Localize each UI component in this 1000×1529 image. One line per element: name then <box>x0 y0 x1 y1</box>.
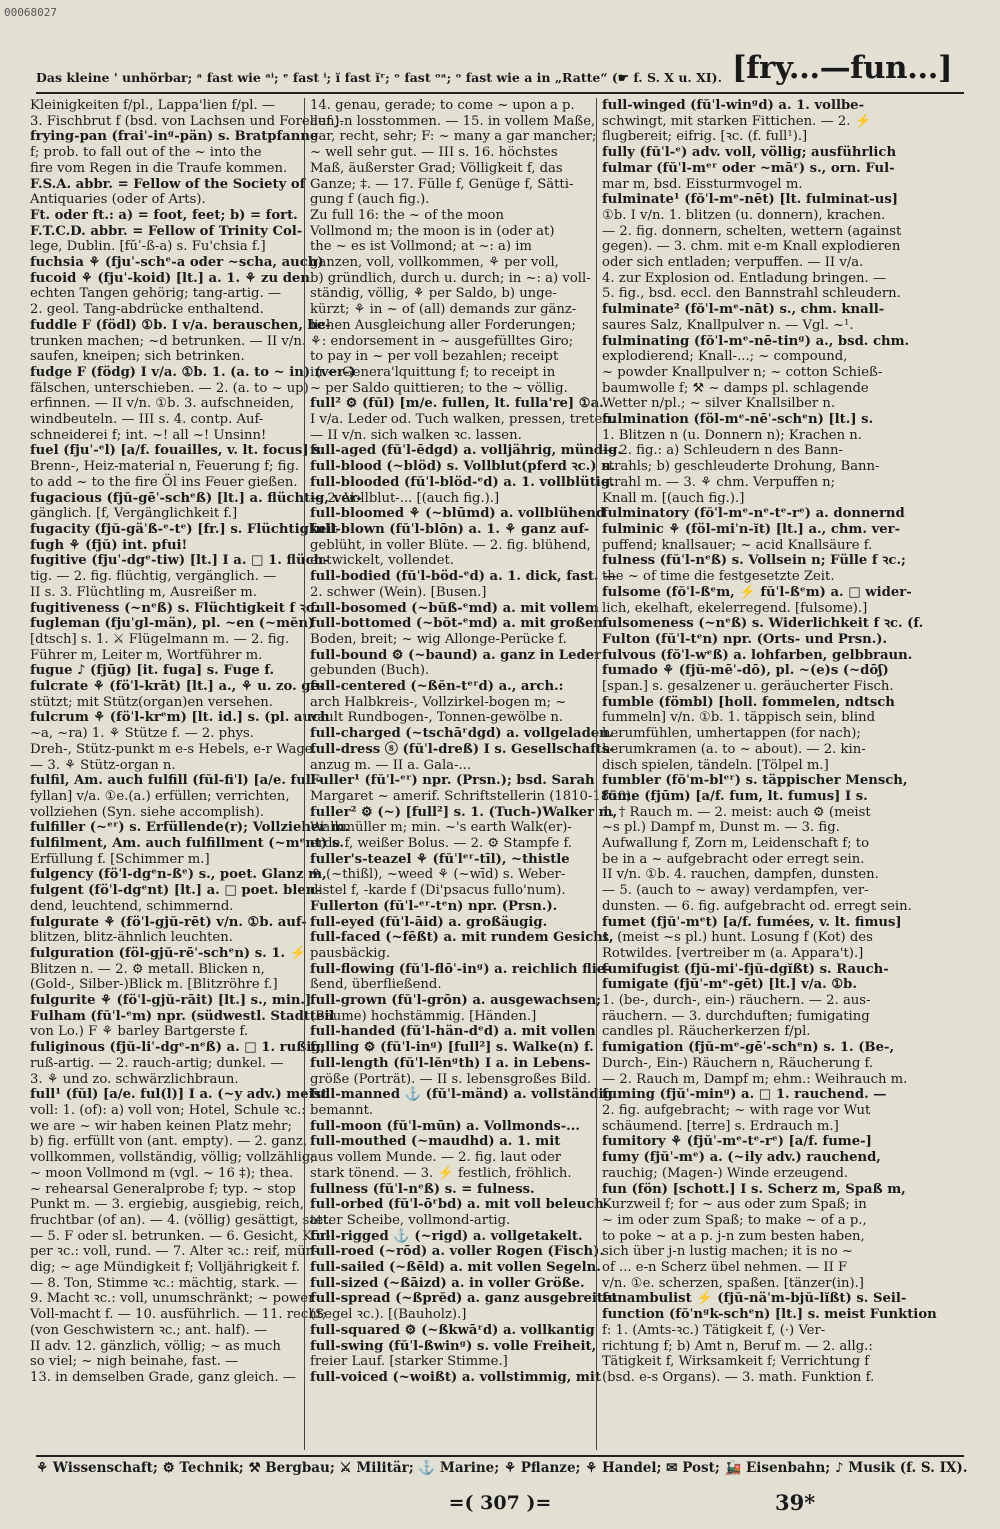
entry-headword-line: fulfiller (~ᵉʳ) s. Erfüllende(r); Vollzieher m. <box>30 820 350 836</box>
entry-text-line: 4. zur Explosion od. Entladung bringen. — <box>602 270 887 286</box>
signature-mark: 39* <box>775 1490 816 1515</box>
entry-headword-line: fulfil, Am. auch fulfill (fŭl-fiˈl) [a/e. full- <box>30 773 322 789</box>
entry-headword-line: fulvous (fŏˈl-wᵉß) a. lohfarben, gelbbraun. <box>602 647 913 663</box>
entry-headword-line: full-swing (fŭˈl-ßwinᵍ) s. volle Freiheit, <box>310 1338 597 1354</box>
entry-headword-line: fulgurite ⚘ (föˈl-gjŭ-rāit) [lt.] s., min.] <box>30 993 312 1009</box>
entry-text-line: saufen, kneipen; sich betrinken. <box>30 349 245 365</box>
entry-headword-line: Fulham (fŭˈl-ᵉm) npr. (südwestl. Stadtteil <box>30 1008 335 1024</box>
entry-text-line: Boden, breit; ~ wig Allonge-Perücke f. <box>310 631 567 647</box>
entry-text-line: gänglich. [f, Vergänglichkeit f.] <box>30 506 238 522</box>
entry-headword-line: full-bottomed (~bŏt-ᵉmd) a. mit großem <box>310 616 608 632</box>
entry-text-line: (von Geschwistern ꝛc.; ant. half). — <box>30 1322 268 1338</box>
pronunciation-key: Das kleine ' unhörbar; ᵃ fast wie ᵃⁱ; ᵉ fast ⁱ; ĭ fast ĭʳ; ᵒ fast ᵒᵃ; ᵒ fast wie a in „Ratte“ (☛ f. S. X u. XI). <box>36 70 722 85</box>
entry-text-line: Tätigkeit f, Wirksamkeit f; Verrichtung f <box>602 1354 870 1370</box>
entry-headword-line: fugacity (fjŭ-gäˈß-ᵉ-tᵉ) [fr.] s. Flüchtigkeit <box>30 521 338 537</box>
entry-text-line: aus vollem Munde. — 2. fig. laut oder <box>310 1150 562 1166</box>
entry-headword-line: fulgurate ⚘ (föˈl-gjŭ-rēt) v/n. ①b. auf- <box>30 914 307 930</box>
scan-id: 00068027 <box>4 6 57 19</box>
entry-text-line: 3. Fischbrut f (bsd. von Lachsen und Forellen). <box>30 113 344 129</box>
entry-text-line: fummeln] v/n. ①b. 1. täppisch sein, blind <box>602 710 876 726</box>
entry-text-line: strahls; b) geschleuderte Drohung, Bann- <box>602 459 880 475</box>
entry-headword-line: full-spread (~ßprĕd) a. ganz ausgebreitet <box>310 1291 618 1307</box>
entry-text-line: schneiderei f; int. ~! all ~! Unsinn! <box>30 427 267 443</box>
entry-headword-line: fugh ⚘ (fjŭ) int. pfui! <box>30 537 188 553</box>
entry-text-line: in ~ Genera'lquittung f; to receipt in <box>310 364 556 380</box>
entry-headword-line: fulminic ⚘ (föl-miˈn-ĭt) [lt.] a., chm. ver- <box>602 521 901 537</box>
entry-text-line: ruß-artig. — 2. rauch-artig; dunkel. — <box>30 1055 284 1071</box>
entry-text-line: dend, leuchtend, schimmernd. <box>30 898 234 914</box>
entry-text-line: sich über j-n lustig machen; it is no ~ <box>602 1244 853 1260</box>
entry-headword-line: fulsome (fŏˈl-ßᵉm, ⚡ fŭˈl-ßᵉm) a. □ wider- <box>602 584 912 600</box>
entry-text-line: herumkramen (a. to ~ about). — 2. kin- <box>602 741 866 757</box>
entry-text-line: Führer m, Leiter m, Wortführer m. <box>30 647 263 663</box>
entry-headword-line: fun (fön) [schott.] I s. Scherz m, Spaß m, <box>602 1181 906 1197</box>
entry-text-line: 2. fig. aufgebracht; ~ with rage vor Wut <box>602 1103 871 1118</box>
entry-text-line: räuchern. — 3. durchduften; fumigating <box>602 1008 870 1024</box>
entry-text-line: be in a ~ aufgebracht oder erregt sein. <box>602 851 865 867</box>
entry-headword-line: full-voiced (~woißt) a. vollstimmig, mit <box>310 1369 601 1385</box>
entry-text-line: Voll-macht f. — 10. ausführlich. — 11. recht; <box>30 1307 327 1323</box>
entry-headword-line: Fullerton (fŭˈl-ᵉʳ-tᵉn) npr. (Prsn.). <box>310 898 558 914</box>
headword-range: [fry...—fun...] <box>732 50 953 86</box>
entry-text-line: (Gold-, Silber-)Blick m. [Blitzröhre f.] <box>30 977 278 993</box>
entry-headword-line: full-bosomed (~bŭß-ᵉmd) a. mit vollem <box>310 600 599 616</box>
entry-headword-line: Fulton (fŭˈl-tᵉn) npr. (Orts- und Prsn.). <box>602 631 888 647</box>
entry-headword-line: fumet (fjŭˈ-mᵉt) [a/f. fumées, v. lt. fimus] <box>602 914 902 930</box>
entry-headword-line: fulminate² (fŏˈl-mᵉ-nāt) s., chm. knall- <box>602 302 885 318</box>
entry-text-line: entwickelt, vollendet. <box>310 553 455 569</box>
entry-text-line: — 5. F oder sl. betrunken. — 6. Gesicht, Kör- <box>30 1228 331 1244</box>
column-right <box>602 98 937 1450</box>
entry-headword-line: full-bloomed ⚘ (~blūmd) a. vollblühend <box>310 506 606 522</box>
entry-text-line: strahl m. — 3. ⚘ chm. Verpuffen n; <box>602 474 836 490</box>
entry-text-line: so viel; ~ nigh beinahe, fast. — <box>30 1354 239 1370</box>
entry-text-line: ~ per Saldo quittieren; to the ~ völlig. <box>310 380 568 396</box>
entry-headword-line: F.T.C.D. abbr. = Fellow of Trinity Col- <box>30 223 303 239</box>
entry-text-line: Margaret ~ amerif. Schriftstellerin (1810-1850). <box>310 788 636 804</box>
entry-headword-line: fulcrate ⚘ (föˈl-krāt) [lt.] a., ⚘ u. zo. ge- <box>30 679 325 695</box>
entry-text-line: II v/n. ①b. 4. rauchen, dampfen, dunsten. <box>602 867 879 883</box>
entry-text-line: 1. Blitzen n (u. Donnern n); Krachen n. <box>602 427 862 443</box>
entry-headword-line: fume (fjūm) [a/f. fum, lt. fumus] I s. <box>602 788 868 804</box>
entry-text-line: Walkmüller m; min. ~'s earth Walk(er)- <box>310 820 572 836</box>
entry-headword-line: Fuller¹ (fŭˈl-ᵉʳ) npr. (Prsn.); bsd. Sarah <box>310 773 595 789</box>
entry-headword-line: fulfilment, Am. auch fulfillment (~mᵉnt) s. <box>30 836 344 852</box>
entry-text-line: baumwolle f; ⚒ ~ damps pl. schlagende <box>602 380 869 396</box>
entry-headword-line: full-handed (fŭˈl-hän-dᵉd) a. mit vollen <box>310 1024 596 1040</box>
entry-text-line: teter Scheibe, vollmond-artig. <box>310 1212 511 1228</box>
entry-headword-line: fuller² ⚙ (~) [full²] s. 1. (Tuch-)Walker m, <box>310 804 618 820</box>
entry-text-line: II s. 3. Flüchtling m, Ausreißer m. <box>30 584 257 600</box>
entry-text-line: Knall m. [(auch fig.).] <box>602 490 745 506</box>
entry-headword-line: fumifugist (fjŭ-miˈ-fjŭ-dgĭßt) s. Rauch- <box>602 961 889 977</box>
entry-text-line: 13. in demselben Grade, ganz gleich. — <box>30 1369 296 1385</box>
entry-headword-line: fulminating (fŏˈl-mᵉ-nē-tinᵍ) a., bsd. chm. <box>602 333 910 349</box>
entry-text-line: ~ powder Knallpulver n; ~ cotton Schieß- <box>602 364 883 380</box>
entry-text-line: I v/a. Leder od. Tuch walken, pressen, treten. <box>310 412 615 428</box>
entry-headword-line: fumble (fömbl) [holl. fommelen, ndtsch <box>602 694 895 710</box>
entry-headword-line: fuliginous (fjŭ-liˈ-dgᵉ-nᵉß) a. □ 1. rußig, <box>30 1040 326 1056</box>
entry-text-line: [dtsch] s. 1. ⚔ Flügelmann m. — 2. fig. <box>30 631 290 647</box>
entry-headword-line: fuller's-teazel ⚘ (fŭˈlᵉʳ-tīl), ~thistle <box>310 851 570 867</box>
entry-text-line: — 8. Ton, Stimme ꝛc.: mächtig, stark. — <box>30 1275 298 1291</box>
entry-text-line: Aufwallung f, Zorn m, Leidenschaft f; to <box>602 836 870 852</box>
entry-headword-line: full-squared ⚙ (~ßkwāʳd) a. vollkantig <box>310 1322 595 1338</box>
entry-headword-line: full-manned ⚓ (fŭˈl-mänd) a. vollständig <box>310 1087 613 1103</box>
entry-headword-line: fulgency (föˈl-dgᵉn-ßᵉ) s., poet. Glanz m, <box>30 867 327 883</box>
entry-headword-line: fuel (fjuˈ-ᵉl) [a/f. fouailles, v. lt. focus] s. <box>30 443 326 459</box>
entry-text-line: Zu full 16: the ~ of the moon <box>310 207 504 223</box>
entry-text-line: ①b. I v/n. 1. blitzen (u. donnern), krachen. <box>602 207 886 223</box>
entry-headword-line: fulmination (föl-mᵉ-nēˈ-schᵉn) [lt.] s. <box>602 412 874 428</box>
entry-headword-line: function (fŏˈnᵍk-schᵉn) [lt.] s. meist Funktion <box>602 1307 937 1323</box>
entry-headword-line: full-aged (fŭˈl-ēdgd) a. volljährig, mündig. <box>310 443 622 459</box>
entry-headword-line: full-sailed (~ßēld) a. mit vollen Segeln. <box>310 1260 601 1276</box>
entry-text-line: windbeuteln. — III s. 4. contp. Auf- <box>30 412 264 428</box>
entry-text-line: tig. — 2. fig. flüchtig, vergänglich. — <box>30 569 277 585</box>
entry-text-line: oder sich entladen; verpuffen. — II v/a. <box>602 255 864 271</box>
entry-text-line: ~ moon Vollmond m (vgl. ~ 16 ‡); thea. <box>30 1165 294 1181</box>
entry-text-line: arch Halbkreis-, Vollzirkel-bogen m; ~ <box>310 694 567 710</box>
entry-text-line: Rotwildes. [vertreiber m (a. Appara't).] <box>602 945 864 961</box>
entry-text-line: 3. ⚘ und zo. schwärzlichbraun. <box>30 1071 239 1087</box>
entry-text-line: — 3. ⚘ Stütz-organ n. <box>30 757 176 773</box>
entry-text-line: disch spielen, tändeln. [Tölpel m.] <box>602 757 829 773</box>
entry-text-line: herumfühlen, umhertappen (for nach); <box>602 726 861 742</box>
entry-headword-line: fumado ⚘ (fjŭ-mēˈ-dō), pl. ~(e)s (~dōʃ) <box>602 663 889 679</box>
entry-headword-line: fully (fŭˈl-ᵉ) adv. voll, völlig; ausführlich <box>602 145 897 161</box>
entry-text-line: ganzen, voll, vollkommen, ⚘ per voll, <box>310 255 559 271</box>
entry-text-line: ßend, überfließend. <box>310 977 442 993</box>
entry-text-line: Kurzweil f; for ~ aus oder zum Spaß; in <box>602 1197 867 1213</box>
entry-text-line: — 5. (auch to ~ away) verdampfen, ver- <box>602 883 869 899</box>
entry-text-line: Kleinigkeiten f/pl., Lappa'lien f/pl. — <box>30 98 276 113</box>
entry-text-line: trunken machen; ~d betrunken. — II v/n. <box>30 333 307 349</box>
entry-text-line: 14. genau, gerade; to come ~ upon a p. <box>310 98 575 113</box>
entry-text-line: the ~ of time die festgesetzte Zeit. <box>602 569 835 585</box>
entry-headword-line: full-length (fŭˈl-lĕnᵍth) I a. in Lebens- <box>310 1055 591 1071</box>
entry-text-line: ~s pl.) Dampf m, Dunst m. — 3. fig. <box>602 820 840 836</box>
column-divider <box>596 98 597 1450</box>
entry-text-line: Punkt m. — 3. ergiebig, ausgiebig, reich, <box>30 1197 304 1213</box>
entry-headword-line: fugitiveness (~nᵉß) s. Flüchtigkeit f ꝛc. <box>30 600 319 616</box>
entry-text-line: vault Rundbogen-, Tonnen-gewölbe n. <box>310 710 564 726</box>
entry-text-line: Antiquaries (oder of Arts). <box>30 192 206 208</box>
entry-text-line: f: 1. (Amts-ꝛc.) Tätigkeit f, (·) Ver- <box>602 1322 826 1338</box>
entry-text-line: to pay in ~ per voll bezahlen; receipt <box>310 349 559 365</box>
entry-headword-line: full-orbed (fŭˈl-ōʳbd) a. mit voll beleuch- <box>310 1197 610 1213</box>
entry-text-line: 1. † Rauch m. — 2. meist: auch ⚙ (meist <box>602 804 871 820</box>
entry-headword-line: fulminatory (fŏˈl-mᵉ-nᵉ-tᵉ-rᵉ) a. donnernd <box>602 506 905 522</box>
entry-text-line: we are ~ wir haben keinen Platz mehr; <box>30 1118 292 1134</box>
entry-headword-line: full-flowing (fŭˈl-flōˈ-inᵍ) a. reichlich flie- <box>310 961 611 977</box>
entry-text-line: blitzen, blitz-ähnlich leuchten. <box>30 930 233 946</box>
entry-headword-line: fugacious (fjŭ-gēˈ-schᵉß) [lt.] a. flüchtig, ver- <box>30 490 363 506</box>
entry-text-line: geblüht, in voller Blüte. — 2. fig. blühend, <box>310 537 591 553</box>
entry-headword-line: fugitive (fjuˈ-dgᵉ-tiw) [lt.] I a. □ 1. flüch- <box>30 553 329 569</box>
entry-text-line: Vollmond m; the moon is in (oder at) <box>310 223 555 239</box>
entry-text-line: gar, recht, sehr; F: ~ many a gar mancher; <box>310 129 597 145</box>
entry-text-line: — 2. fig.: a) Schleudern n des Bann- <box>602 443 843 459</box>
entry-text-line: explodierend; Knall-...; ~ compound, <box>602 349 848 365</box>
entry-headword-line: fulness (fŭˈl-nᵉß) s. Vollsein n; Fülle f ꝛc.; <box>602 553 906 569</box>
column-middle <box>310 98 636 1450</box>
entry-text-line: [span.] s. gesalzener u. geräucherter Fisch. <box>602 679 894 695</box>
entry-text-line: (Bäume) hochstämmig. [Händen.] <box>310 1008 537 1024</box>
entry-text-line: freier Lauf. [starker Stimme.] <box>310 1354 508 1370</box>
entry-text-line: 1. (be-, durch-, ein-) räuchern. — 2. aus- <box>602 993 871 1009</box>
entry-text-line: II adv. 12. gänzlich, völlig; ~ as much <box>30 1338 281 1354</box>
entry-text-line: Dreh-, Stütz-punkt m e-s Hebels, e-r Wage. <box>30 741 317 757</box>
entry-text-line: ~ rehearsal Generalprobe f; typ. ~ stop <box>30 1181 296 1197</box>
entry-text-line: — II v/n. sich walken ꝛc. lassen. <box>310 427 522 443</box>
entry-headword-line: full-grown (fŭˈl-grōn) a. ausgewachsen; <box>310 993 602 1009</box>
footer-rule <box>36 1455 964 1457</box>
entry-text-line: mar m, bsd. Eissturmvogel m. <box>602 176 803 192</box>
entry-headword-line: full-dress ⓢ (fŭˈl-dreß) I s. Gesellschafts- <box>310 741 615 757</box>
entry-text-line: — 2. Vollblut-... [(auch fig.).] <box>310 490 500 506</box>
entry-headword-line: full¹ (fŭl) [a/e. ful(l)] I a. (~y adv.) meist <box>30 1087 328 1103</box>
entry-headword-line: fucoid ⚘ (fjuˈ-koid) [lt.] a. 1. ⚘ zu den <box>30 270 310 286</box>
entry-text-line: v/n. ①e. scherzen, spaßen. [tänzer(in).] <box>602 1275 864 1291</box>
entry-text-line: distel f, -karde f (Di'psacus fullo'num). <box>310 883 566 899</box>
entry-text-line: bemannt. <box>310 1103 374 1118</box>
entry-text-line: puffend; knallsauer; ~ acid Knallsäure f. <box>602 537 873 553</box>
header-rule <box>36 92 964 94</box>
entry-headword-line: full-eyed (fŭˈl-āid) a. großäugig. <box>310 914 548 930</box>
entry-text-line: ~ well sehr gut. — III s. 16. höchstes <box>310 145 558 161</box>
entry-headword-line: fumigation (fjŭ-mᵉ-gēˈ-schᵉn) s. 1. (Be-, <box>602 1040 895 1056</box>
entry-text-line: Blitzen n. — 2. ⚙ metall. Blicken n, <box>30 961 265 977</box>
entry-text-line: stark tönend. — 3. ⚡ festlich, fröhlich. <box>310 1165 572 1181</box>
entry-text-line: gebunden (Buch). <box>310 663 430 679</box>
entry-text-line: — 2. Rauch m, Dampf m; ehm.: Weihrauch m. <box>602 1071 908 1087</box>
entry-headword-line: full-blood (~blöd) s. Vollblut(pferd ꝛc.) n. <box>310 459 616 475</box>
entry-headword-line: fugleman (fjuˈgl-män), pl. ~en (~mĕn) <box>30 616 315 632</box>
entry-text-line: ~a, ~ra) 1. ⚘ Stütze f. — 2. phys. <box>30 726 255 742</box>
entry-headword-line: Ft. oder ft.: a) = foot, feet; b) = fort. <box>30 207 298 223</box>
entry-text-line: of ... e-n Scherz übel nehmen. — II F <box>602 1260 848 1276</box>
entry-text-line: Maß, äußerster Grad; Völligkeit f, das <box>310 160 563 176</box>
entry-text-line: f; prob. to fall out of the ~ into the <box>30 145 262 161</box>
entry-headword-line: fumitory ⚘ (fjŭˈ-mᵉ-tᵉ-rᵉ) [a/f. fume-] <box>602 1134 872 1150</box>
entry-headword-line: full-rigged ⚓ (~rigd) a. vollgetakelt. <box>310 1228 583 1244</box>
entry-text-line: richtung f; b) Amt n, Beruf m. — 2. allg.: <box>602 1338 873 1354</box>
entry-headword-line: fulgent (föˈl-dgᵉnt) [lt.] a. □ poet. blen- <box>30 883 321 899</box>
entry-text-line: lichen Ausgleichung aller Forderungen; <box>310 317 576 333</box>
entry-headword-line: full-roed (~rōd) a. voller Rogen (Fisch). <box>310 1244 604 1260</box>
entry-headword-line: full-winged (fŭˈl-winᵍd) a. 1. vollbe- <box>602 98 865 113</box>
entry-headword-line: fulsomeness (~nᵉß) s. Widerlichkeit f ꝛc. (f. <box>602 616 924 632</box>
entry-headword-line: full-mouthed (~maudhd) a. 1. mit <box>310 1134 561 1150</box>
entry-headword-line: fulcrum ⚘ (föˈl-krᵉm) [lt. id.] s. (pl. auch <box>30 710 330 726</box>
entry-text-line: Ganze; ‡. — 17. Fülle f, Genüge f, Sätti- <box>310 176 574 192</box>
entry-text-line: dunsten. — 6. fig. aufgebracht od. erregt sein. <box>602 898 912 914</box>
entry-text-line: (Segel ꝛc.). [(Bauholz).] <box>310 1307 467 1323</box>
entry-headword-line: frying-pan (fraiˈ-inᵍ-pän) s. Bratpfanne <box>30 129 319 145</box>
entry-text-line: lege, Dublin. [fŭˈ-ß-a) s. Fu'chsia f.] <box>30 239 266 255</box>
entry-headword-line: fumigate (fjŭˈ-mᵉ-gēt) [lt.] v/a. ①b. <box>602 977 857 993</box>
entry-text-line: fyllan] v/a. ①e.(a.) erfüllen; verrichten, <box>30 788 290 804</box>
entry-text-line: lich, ekelhaft, ekelerregend. [fulsome).] <box>602 600 868 616</box>
entry-text-line: 2. geol. Tang-abdrücke enthaltend. <box>30 302 264 318</box>
entry-text-line: — 2. fig. donnern, schelten, wettern (against <box>602 223 902 239</box>
entry-text-line: Wetter n/pl.; ~ silver Knallsilber n. <box>602 396 836 412</box>
entry-text-line: von Lo.) F ⚘ barley Bartgerste f. <box>30 1024 249 1040</box>
entry-text-line: vollziehen (Syn. siehe accomplish). <box>30 804 265 820</box>
entry-headword-line: full² ⚙ (fŭl) [m/e. fullen, lt. fulla're] ①a. <box>310 396 604 412</box>
entry-headword-line: fullness (fŭˈl-nᵉß) s. = fulness. <box>310 1181 535 1197</box>
symbol-legend: ⚘ Wissenschaft; ⚙ Technik; ⚒ Bergbau; ⚔ Militär; ⚓ Marine; ⚘ Pflanze; ⚘ Handel; ✉ Post; 🚂 Eisenbahn; ♪ Musik (f. S. IX). <box>36 1460 968 1476</box>
entry-text-line: auf j-n losstommen. — 15. in vollem Maße, <box>310 113 596 129</box>
entry-text-line: ⚘ (~thißl), ~weed ⚘ (~wīd) s. Weber- <box>310 867 566 883</box>
entry-text-line: stützt; mit Stütz(organ)en versehen. <box>30 694 273 710</box>
entry-text-line: schwingt, mit starken Fittichen. — 2. ⚡ <box>602 113 872 129</box>
entry-text-line: fälschen, unterschieben. — 2. (a. to ~ up) <box>30 380 309 396</box>
entry-text-line: schäumend. [terre] s. Erdrauch m.] <box>602 1118 839 1134</box>
entry-text-line: to add ~ to the fire Öl ins Feuer gießen. <box>30 474 298 490</box>
entry-text-line: echten Tangen gehörig; tang-artig. — <box>30 286 282 302</box>
entry-text-line: ⚘: endorsement in ~ ausgefülltes Giro; <box>310 333 574 349</box>
entry-headword-line: fudge F (födg) I v/a. ①b. 1. (a. to ~ in) (ver-) <box>30 364 356 380</box>
entry-text-line: flugbereit; eifrig. [ꝛc. (f. full¹).] <box>602 129 808 145</box>
entry-headword-line: fuming (fjŭˈ-minᵍ) a. □ 1. rauchend. — <box>602 1087 887 1103</box>
entry-text-line: pausbäckig. <box>310 945 391 961</box>
entry-headword-line: fulling ⚙ (fŭˈl-inᵍ) [full²] s. Walke(n) f. <box>310 1040 594 1056</box>
entry-text-line: kürzt; ⚘ in ~ of (all) demands zur gänz- <box>310 302 577 318</box>
entry-headword-line: full-bodied (fŭˈl-böd-ᵉd) a. 1. dick, fast. — <box>310 569 617 585</box>
entry-text-line: 2. schwer (Wein). [Busen.] <box>310 584 487 600</box>
entry-headword-line: full-blooded (fŭˈl-blöd-ᵉd) a. 1. vollblütig. <box>310 474 615 490</box>
entry-text-line: gegen). — 3. chm. mit e-m Knall explodieren <box>602 239 901 255</box>
entry-text-line: erfinnen. — II v/n. ①b. 3. aufschneiden, <box>30 396 295 412</box>
entry-headword-line: fuddle F (födl) ①b. I v/a. berauschen, be- <box>30 317 331 333</box>
entry-text-line: b) fig. erfüllt von (ant. empty). — 2. ganz, <box>30 1134 308 1150</box>
entry-headword-line: fugue ♪ (fjūg) [it. fuga] s. Fuge f. <box>30 663 275 679</box>
entry-text-line: candles pl. Räucherkerzen f/pl. <box>602 1024 811 1040</box>
entry-headword-line: fumy (fjŭˈ-mᵉ) a. (~ily adv.) rauchend, <box>602 1150 881 1166</box>
entry-text-line: fire vom Regen in die Traufe kommen. <box>30 160 288 176</box>
entry-text-line: fruchtbar (of an). — 4. (völlig) gesättigt, satt. <box>30 1212 333 1228</box>
entry-text-line: per ꝛc.: voll, rund. — 7. Alter ꝛc.: reif, mün- <box>30 1244 319 1260</box>
entry-headword-line: full-sized (~ßāizd) a. in voller Größe. <box>310 1275 585 1291</box>
page-number: =( 307 )= <box>448 1492 552 1514</box>
entry-text-line: gung f (auch fig.). <box>310 192 430 208</box>
entry-text-line: rauchig; (Magen-) Winde erzeugend. <box>602 1165 849 1181</box>
entry-text-line: the ~ es ist Vollmond; at ~: a) im <box>310 239 532 255</box>
entry-headword-line: fulguration (föl-gjŭ-rēˈ-schᵉn) s. 1. ⚡ <box>30 945 307 961</box>
entry-text-line: s. (meist ~s pl.) hunt. Losung f (Kot) des <box>602 930 873 946</box>
entry-headword-line: fuchsia ⚘ (fjuˈ-schᵉ-a oder ~scha, auch) <box>30 255 324 271</box>
entry-headword-line: full-blown (fŭˈl-blōn) a. 1. ⚘ ganz auf- <box>310 521 590 537</box>
entry-headword-line: full-charged (~tschāʳdgd) a. vollgeladen. <box>310 726 614 742</box>
entry-headword-line: full-moon (fŭˈl-mūn) a. Vollmonds-... <box>310 1118 580 1134</box>
entry-text-line: Brenn-, Heiz-material n, Feuerung f; fig. <box>30 459 300 475</box>
entry-text-line: to poke ~ at a p. j-n zum besten haben, <box>602 1228 865 1244</box>
entry-text-line: erde f, weißer Bolus. — 2. ⚙ Stampfe f. <box>310 836 573 852</box>
entry-text-line: dig; ~ age Mündigkeit f; Volljährigkeit f. <box>30 1260 301 1276</box>
entry-text-line: voll: 1. (of): a) voll von; Hotel, Schule ꝛc.: <box>30 1103 306 1118</box>
entry-text-line: anzug m. — II a. Gala-... <box>310 757 472 773</box>
entry-headword-line: fulminate¹ (fŏˈl-mᵉ-nēt) [lt. fulminat-us] <box>602 192 899 208</box>
entry-text-line: 5. fig., bsd. eccl. den Bannstrahl schleudern. <box>602 286 901 302</box>
entry-text-line: 9. Macht ꝛc.: voll, unumschränkt; ~ power <box>30 1291 315 1307</box>
entry-headword-line: full-centered (~ßĕn-tᵉʳd) a., arch.: <box>310 679 564 695</box>
entry-headword-line: fumbler (fŏˈm-blᵉʳ) s. täppischer Mensch, <box>602 773 908 789</box>
entry-text-line: ~ im oder zum Spaß; to make ~ of a p., <box>602 1212 867 1228</box>
entry-headword-line: full-faced (~fēßt) a. mit rundem Gesicht, <box>310 930 614 946</box>
entry-text-line: größe (Porträt). — II s. lebensgroßes Bild. <box>310 1071 592 1087</box>
entry-text-line: vollkommen, vollständig, völlig; vollzählig; <box>30 1150 315 1166</box>
entry-text-line: Durch-, Ein-) Räuchern n, Räucherung f. <box>602 1055 874 1071</box>
entry-text-line: ständig, völlig, ⚘ per Saldo, b) unge- <box>310 286 557 302</box>
entry-headword-line: full-bound ⚙ (~baund) a. ganz in Leder <box>310 647 602 663</box>
entry-text-line: (bsd. e-s Organs). — 3. math. Funktion f. <box>602 1369 875 1385</box>
column-divider <box>304 98 305 1450</box>
entry-text-line: Erfüllung f. [Schimmer m.] <box>30 851 210 867</box>
entry-headword-line: fulmar (fŭˈl-mᵉʳ oder ~māʳ) s., orn. Ful- <box>602 160 895 176</box>
entry-text-line: saures Salz, Knallpulver n. — Vgl. ~¹. <box>602 317 854 333</box>
entry-headword-line: F.S.A. abbr. = Fellow of the Society of <box>30 176 306 192</box>
entry-headword-line: funambulist ⚡ (fjŭ-näˈm-bjŭ-lĭßt) s. Seil- <box>602 1291 907 1307</box>
entry-text-line: b) gründlich, durch u. durch; in ~: a) voll- <box>310 270 591 286</box>
